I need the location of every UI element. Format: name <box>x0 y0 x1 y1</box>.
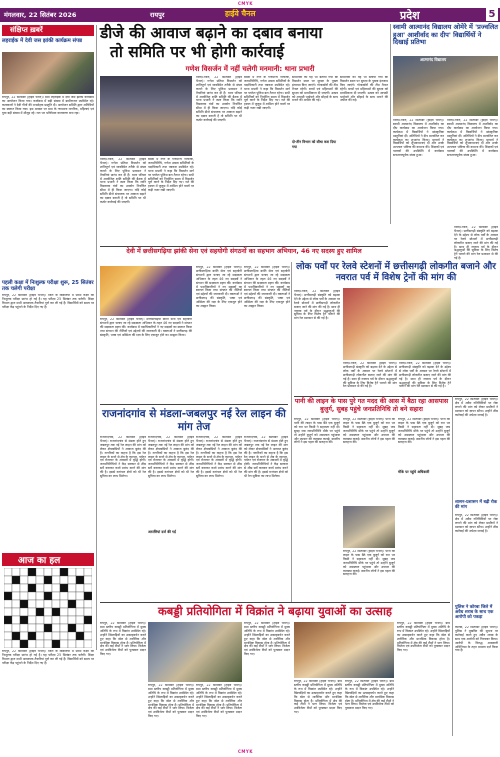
crossword-cell <box>36 584 44 592</box>
sidebar-divider <box>96 25 97 650</box>
crossword-cell <box>12 616 20 624</box>
right-lead-body-col1: तिल्दा-नेवरा, 22 सितम्बर (हाईवे चैनल)। स्वामी आत्मानंद विद्यालय में आशीर्वाद का दीप कार्यक्रम का आयोजन किया गया। कार्यक्रम में विद्यार्थियों ने सांस्कृतिक प्रस्तुतियां दीं। अतिथियों ने दीप प्रज्वलित कर कार्यक्रम का शुभारंभ किया। प्राचार्य ने विद्यार्थियों को शुभकामनाएं दीं और उनके उज्ज्वल भविष्य की कामना की। शिक्षकों एवं पालकों की उपस्थिति में कार्यक्रम सफलतापूर्वक संपन्न हुआ। <box>393 119 444 158</box>
crossword-cell <box>76 568 84 576</box>
rail-headline: राजनांदगांव से मंडला-जबलपुर नई रेल लाइन की मांग तेज <box>102 408 286 433</box>
crossword-cell <box>4 600 12 608</box>
inline-head-c: मौके पर पहुंचे अधिकारी <box>398 470 450 475</box>
inline-head-a: दो-तीन विभाग को सीधा करा दिया गया <box>292 140 336 149</box>
crossword-cell <box>68 616 76 624</box>
crossword-cell <box>52 600 60 608</box>
crossword-cell <box>76 608 84 616</box>
side-small-body: रायपुर, 22 सितम्बर (हाईवे चैनल)। क्षेत्र में अवैध गतिविधियों पर रोक लगाने की मांग को लेकर ग्रामीणों ने प्रशासन को ज्ञापन सौंपा। उन्होंने शीघ्र कार्रवाई की अपेक्षा जताई है। <box>455 514 498 533</box>
crossword-cell <box>84 600 92 608</box>
water-top-rule <box>294 396 498 397</box>
main-body-col1: तिल्दा-नेवरा, 22 सितम्बर (हाईवे चैनल)। गणेश प्रतिमा विसर्जन को शांतिपूर्ण एवं व्यवस्थित तरीके से संपन्न कराने के लिए पुलिस प्रशासन ने तैयारियां प्रारंभ कर दी हैं। थाना परिसर में आयोजित शांति समिति की बैठक में थाना प्रभारी ने स्पष्ट किया कि ध्वनि विस्तारक यंत्रों का उपयोग निर्धारित सीमा में ही किया जाएगा। यदि कोई समिति डीजे संचालक पर आवाज बढ़ाने का दबाव बनाती है तो समिति पर भी कठोर कार्रवाई की जाएगी। <box>100 158 146 204</box>
crossword-cell <box>60 624 68 632</box>
color-marks-top: CMYK <box>238 1 253 6</box>
festival-body-col1: तिल्दा-नेवरा, 22 सितम्बर (हाईवे चैनल)। छत्तीसगढ़ी संस्कृति को बढ़ावा देने के उद्देश्य से लोक पर्वों के अवसर पर रेलवे स्टेशनों में छत्तीसगढ़ी लोकगीत बजाए जाने की मांग की गई है। साथ ही नवरात्र पर्व के दौरान श्रद्धालुओं की सुविधा के लिए विशेष ट्रेनें चलाने की मांग रेल प्रशासन से की गई है। <box>294 290 340 321</box>
crossword-cell <box>60 608 68 616</box>
rail-body-col3: राजनांदगांव, 22 सितम्बर (हाईवे चैनल)। राजनांदगांव से मंडला होते हुए जबलपुर तक नई रेल लाइन की मांग को लेकर क्षेत्रवासियों ने आवाज बुलंद की है। नागरिकों का कहना है कि इस रेल लाइन के बनने से क्षेत्र के व्यापार, पर्यटन एवं रोजगार के अवसरों में वृद्धि होगी। जनप्रतिनिधियों ने केंद्र सरकार से शीघ्र सर्वे कराकर कार्य प्रारंभ करने की मांग की है। इससे वनांचल क्षेत्रों को भी रेल सुविधा का लाभ मिलेगा। <box>196 436 242 479</box>
crossword-cell <box>36 616 44 624</box>
water-body-col2: रायपुर, 22 सितम्बर (हाईवे चैनल)। पानी की लाइन के पास बैठे एक बुजुर्ग को रात भर किसी ने सहायता नहीं दी। सुबह जब जनप्रतिनिधि मौके पर पहुंचे तो उन्होंने बुजुर्ग को अस्पताल पहुंचाया और उपचार की व्यवस्था कराई। स्थानीय लोगों ने इस पहल की सराहना की। <box>343 418 395 445</box>
crossword-cell <box>12 624 20 632</box>
crossword-cell <box>60 640 68 648</box>
crossword-cell <box>28 640 36 648</box>
crossword-cell <box>76 592 84 600</box>
crossword-cell <box>20 624 28 632</box>
crossword-cell <box>36 624 44 632</box>
section-title: प्रदेश <box>400 9 420 22</box>
crossword-cell <box>20 568 28 576</box>
crossword-cell <box>20 632 28 640</box>
crossword-cell <box>28 624 36 632</box>
crossword-cell <box>68 640 76 648</box>
crossword-black-cell <box>52 608 60 616</box>
crossword-cell <box>52 616 60 624</box>
sidebar-story1-photo <box>2 52 94 94</box>
crossword-black-cell <box>4 592 12 600</box>
crossword-cell <box>20 584 28 592</box>
main-body-col3: बैठक में नगर के गणमान्य नागरिक, जनप्रतिनिधि, गणेश उत्सव समितियों के पदाधिकारी तथा पत्रकार उपस्थित रहे। थाना प्रभारी ने कहा कि विसर्जन मार्ग पर पर्याप्त पुलिस बल तैनात रहेगा। सभी समितियों को निर्धारित समय में विसर्जन पूर्ण करने के निर्देश दिए गए। नशे की हालत में जुलूस में शामिल होने वालों पर कड़ी नजर रखी जाएगी। <box>244 76 290 111</box>
crossword-cell <box>52 632 60 640</box>
festival-left-rule <box>291 262 292 602</box>
color-marks-bottom: CMYK <box>238 749 253 754</box>
crossword-cell <box>20 576 28 584</box>
festival-body-col4: तिल्दा-नेवरा, 22 सितम्बर (हाईवे चैनल)। छत्तीसगढ़ी संस्कृति को बढ़ावा देने के उद्देश्य से लोक पर्वों के अवसर पर रेलवे स्टेशनों में छत्तीसगढ़ी लोकगीत बजाए जाने की मांग की गई है। साथ ही नवरात्र पर्व के दौरान श्रद्धालुओं की सुविधा के लिए विशेष ट्रेनें चलाने की मांग रेल प्रशासन से की गई है। <box>454 226 498 261</box>
crossword-cell <box>44 608 52 616</box>
crossword-cell <box>84 624 92 632</box>
devi-body-col2: रायपुर, 22 सितम्बर (हाईवे चैनल)। छत्तीसगढ़िया क्रांति सेना एवं सहयोगी संगठनों द्वारा चलाए जा रहे सदस्यता अभियान के तहत 46 नए सदस्यों ने संगठन की सदस्यता ग्रहण की। कार्यक्रम में पदाधिकारियों ने नए सदस्यों का स्वागत किया तथा संगठन की नीतियों एवं उद्देश्यों की जानकारी दी। वक्ताओं ने छत्तीसगढ़ की संस्कृति, भाषा एवं अस्मिता की रक्षा के लिए एकजुट होने का आह्वान किया। <box>196 266 242 309</box>
devi-headline: देवी में छत्तीसगढ़िया झांकी सेना एवं सहयोगी संगठनों का सहभाग अभियान, 46 नए सदस्य हुए शामिल <box>126 248 362 255</box>
crossword-cell <box>12 568 20 576</box>
crossword-cell <box>76 640 84 648</box>
crossword-black-cell <box>4 616 12 624</box>
sidebar-story2-headline: पहली कक्षा में निःशुल्क परीक्षा शुरू, 25 सितंबर तक चलेगी परीक्षा <box>2 280 94 292</box>
crossword-cell <box>84 608 92 616</box>
rail-body-col1: राजनांदगांव, 22 सितम्बर (हाईवे चैनल)। राजनांदगांव से मंडला होते हुए जबलपुर तक नई रेल लाइन की मांग को लेकर क्षेत्रवासियों ने आवाज बुलंद की है। नागरिकों का कहना है कि इस रेल लाइन के बनने से क्षेत्र के व्यापार, पर्यटन एवं रोजगार के अवसरों में वृद्धि होगी। जनप्रतिनिधियों ने केंद्र सरकार से शीघ्र सर्वे कराकर कार्य प्रारंभ करने की मांग की है। इससे वनांचल क्षेत्रों को भी रेल सुविधा का लाभ मिलेगा। <box>100 436 146 479</box>
devi-body-col1: रायपुर, 22 सितम्बर (हाईवे चैनल)। छत्तीसगढ़िया क्रांति सेना एवं सहयोगी संगठनों द्वारा चलाए जा रहे सदस्यता अभियान के तहत 46 नए सदस्यों ने संगठन की सदस्यता ग्रहण की। कार्यक्रम में पदाधिकारियों ने नए सदस्यों का स्वागत किया तथा संगठन की नीतियों एवं उद्देश्यों की जानकारी दी। वक्ताओं ने छत्तीसगढ़ की संस्कृति, भाषा एवं अस्मिता की रक्षा के लिए एकजुट होने का आह्वान किया। <box>100 318 192 337</box>
main-body-col5: समितियों को यह भी बताया गया कि विसर्जन स्थल पर सुरक्षा के पुख्ता इंतजाम किए जाएंगे। गोताखोरों की टीम तैनात रहेगी। बच्चों एवं महिलाओं की सुरक्षा को प्राथमिकता दी जाएगी। उत्सव को आपसी भाईचारे और सौहार्द के साथ मनाने की अपील की गई। <box>340 76 388 103</box>
crossword-cell <box>52 592 60 600</box>
crossword-cell <box>44 584 52 592</box>
crossword-cell <box>84 568 92 576</box>
kabaddi-body-col3: रायपुर, 22 सितम्बर (हाईवे चैनल)। ग्राम स्तरीय कबड्डी प्रतियोगिता में मुख्य अतिथि के रूप में विक्रांत उपस्थित रहे। उन्होंने खिलाड़ियों का उत्साहवर्धन करते हुए कहा कि खेल से शारीरिक और मानसिक विकास होता है। प्रतियोगिता में क्षेत्र की कई टीमों ने भाग लिया। विजेता एवं उपविजेता टीमों को पुरस्कार प्रदान किए गए। <box>196 684 242 719</box>
rail-body-col2: राजनांदगांव, 22 सितम्बर (हाईवे चैनल)। राजनांदगांव से मंडला होते हुए जबलपुर तक नई रेल लाइन की मांग को लेकर क्षेत्रवासियों ने आवाज बुलंद की है। नागरिकों का कहना है कि इस रेल लाइन के बनने से क्षेत्र के व्यापार, पर्यटन एवं रोजगार के अवसरों में वृद्धि होगी। जनप्रतिनिधियों ने केंद्र सरकार से शीघ्र सर्वे कराकर कार्य प्रारंभ करने की मांग की है। इससे वनांचल क्षेत्रों को भी रेल सुविधा का लाभ मिलेगा। <box>148 436 194 479</box>
crossword-black-cell <box>44 624 52 632</box>
crossword-black-cell <box>28 584 36 592</box>
date-line: मंगलवार, 22 सितंबर 2026 <box>4 11 77 19</box>
crossword-cell <box>84 640 92 648</box>
crossword-cell <box>4 624 12 632</box>
crossword-cell <box>60 600 68 608</box>
crossword-black-cell <box>76 576 84 584</box>
crossword-cell <box>76 584 84 592</box>
crossword-cell <box>44 616 52 624</box>
paper-name: हाईवे चैनल <box>225 9 256 18</box>
crossword-cell <box>60 616 68 624</box>
crossword-cell <box>52 624 60 632</box>
water-body-col4: रायपुर, 22 सितम्बर (हाईवे चैनल)। पानी की लाइन के पास बैठे एक बुजुर्ग को रात भर किसी ने सहायता नहीं दी। सुबह जब जनप्रतिनिधि मौके पर पहुंचे तो उन्होंने बुजुर्ग को अस्पताल पहुंचाया और उपचार की व्यवस्था कराई। स्थानीय लोगों ने इस पहल की सराहना की। <box>398 418 450 445</box>
crossword-cell <box>76 616 84 624</box>
main-body-col2: तिल्दा-नेवरा, 22 सितम्बर (हाईवे चैनल)। गणेश प्रतिमा विसर्जन को शांतिपूर्ण एवं व्यवस्थित तरीके से संपन्न कराने के लिए पुलिस प्रशासन ने तैयारियां प्रारंभ कर दी हैं। थाना परिसर में आयोजित शांति समिति की बैठक में थाना प्रभारी ने स्पष्ट किया कि ध्वनि विस्तारक यंत्रों का उपयोग निर्धारित सीमा में ही किया जाएगा। यदि कोई समिति डीजे संचालक पर आवाज बढ़ाने का दबाव बनाती है तो समिति पर भी कठोर कार्रवाई की जाएगी। <box>196 76 242 122</box>
water-photo <box>343 506 395 548</box>
crossword-cell <box>68 576 76 584</box>
crossword-cell <box>28 608 36 616</box>
crossword-black-cell <box>44 592 52 600</box>
crossword-title: आज का हल <box>18 556 61 566</box>
crossword-cell <box>12 600 20 608</box>
crossword-black-cell <box>60 584 68 592</box>
sidebar-story1-body: रायपुर, 22 सितम्बर (हाईवे चैनल)। ग्राम लहराईक में देवी जस झांकी कार्यक्रम का आयोजन किया गया। कार्यक्रम में बड़ी संख्या में ग्रामीणजन उपस्थित रहे। कलाकारों ने देवी गीतों की मनमोहक प्रस्तुति दी। आयोजन समिति द्वारा अतिथियों का स्वागत किया गया। इस अवसर पर ग्राम के गणमान्य नागरिक, महिलाएं एवं युवा बड़ी संख्या में मौजूद रहे। रात भर भक्तिमय वातावरण बना रहा। <box>2 96 94 115</box>
sidebar-bottom-text: रायपुर, 22 सितम्बर (हाईवे चैनल)। जिले के विद्यालयों में प्रथम कक्षा की निःशुल्क परीक्षा प्रारंभ हो गई है। यह परीक्षा 25 सितंबर तक चलेगी। शिक्षा विभाग द्वारा सभी आवश्यक तैयारियां पूर्ण कर ली गई हैं। विद्यार्थियों को समय पर परीक्षा केंद्र पहुंचने के निर्देश दिए गए हैं। <box>2 650 94 665</box>
crossword-black-cell <box>68 600 76 608</box>
crossword-black-cell <box>76 632 84 640</box>
water-body-col3: रायपुर, 22 सितम्बर (हाईवे चैनल)। पानी की लाइन के पास बैठे एक बुजुर्ग को रात भर किसी ने सहायता नहीं दी। सुबह जब जनप्रतिनिधि मौके पर पहुंचे तो उन्होंने बुजुर्ग को अस्पताल पहुंचाया और उपचार की व्यवस्था कराई। स्थानीय लोगों ने इस पहल की सराहना की। <box>343 550 395 577</box>
crossword-black-cell <box>28 632 36 640</box>
kabaddi-body-col6: रायपुर, 22 सितम्बर (हाईवे चैनल)। ग्राम स्तरीय कबड्डी प्रतियोगिता में मुख्य अतिथि के रूप में विक्रांत उपस्थित रहे। उन्होंने खिलाड़ियों का उत्साहवर्धन करते हुए कहा कि खेल से शारीरिक और मानसिक विकास होता है। प्रतियोगिता में क्षेत्र की कई टीमों ने भाग लिया। विजेता एवं उपविजेता टीमों को पुरस्कार प्रदान किए गए। <box>345 680 394 711</box>
page-number: 5 <box>486 8 498 21</box>
crossword-cell <box>60 632 68 640</box>
crossword-cell <box>76 600 84 608</box>
devi-body-col3: रायपुर, 22 सितम्बर (हाईवे चैनल)। छत्तीसगढ़िया क्रांति सेना एवं सहयोगी संगठनों द्वारा चलाए जा रहे सदस्यता अभियान के तहत 46 नए सदस्यों ने संगठन की सदस्यता ग्रहण की। कार्यक्रम में पदाधिकारियों ने नए सदस्यों का स्वागत किया तथा संगठन की नीतियों एवं उद्देश्यों की जानकारी दी। वक्ताओं ने छत्तीसगढ़ की संस्कृति, भाषा एवं अस्मिता की रक्षा के लिए एकजुट होने का आह्वान किया। <box>244 266 290 309</box>
right-lead-photo-caption: आत्मानंद विद्यालय <box>420 57 447 62</box>
crossword-cell <box>4 568 12 576</box>
main-subhead: गणेश विसर्जन में नहीं चलेगी मनमानी: थाना प्रभारी <box>185 65 315 73</box>
right-lead-headline: स्वामी आत्मानंद विद्यालय ओमेरे में 'प्रज्वलित हुआ' आशीर्वाद का दीप' विद्यार्थियों ने दिखाई प्रतिभा <box>393 23 498 47</box>
crossword-black-cell <box>12 632 20 640</box>
crossword-cell <box>36 632 44 640</box>
crossword-black-cell <box>28 568 36 576</box>
devi-photo <box>100 266 192 316</box>
crossword-cell <box>60 592 68 600</box>
sidebar-story2-body: रायपुर, 22 सितम्बर (हाईवे चैनल)। जिले के विद्यालयों में प्रथम कक्षा की निःशुल्क परीक्षा प्रारंभ हो गई है। यह परीक्षा 25 सितंबर तक चलेगी। शिक्षा विभाग द्वारा सभी आवश्यक तैयारियां पूर्ण कर ली गई हैं। विद्यार्थियों को समय पर परीक्षा केंद्र पहुंचने के निर्देश दिए गए हैं। <box>2 294 94 309</box>
side-small-headline: शासन-प्रशासन में बढ़ी रोक की मांग <box>455 500 498 511</box>
crossword-cell <box>12 608 20 616</box>
kabaddi-top-rule <box>100 602 450 603</box>
crossword-cell <box>84 576 92 584</box>
side-small-rule <box>452 396 453 736</box>
crossword-cell <box>4 584 12 592</box>
crossword-cell <box>12 592 20 600</box>
crossword-black-cell <box>20 600 28 608</box>
crossword-cell <box>4 608 12 616</box>
crossword-cell <box>44 640 52 648</box>
kabaddi-body-col5: रायपुर, 22 सितम्बर (हाईवे चैनल)। ग्राम स्तरीय कबड्डी प्रतियोगिता में मुख्य अतिथि के रूप में विक्रांत उपस्थित रहे। उन्होंने खिलाड़ियों का उत्साहवर्धन करते हुए कहा कि खेल से शारीरिक और मानसिक विकास होता है। प्रतियोगिता में क्षेत्र की कई टीमों ने भाग लिया। विजेता एवं उपविजेता टीमों को पुरस्कार प्रदान किए गए। <box>294 680 342 715</box>
crossword-cell <box>12 640 20 648</box>
devi-top-rule <box>100 246 388 247</box>
crossword-cell <box>44 632 52 640</box>
brief-box-title: संक्षिप्त ख़बरें <box>10 26 43 34</box>
inline-head-b: आपत्तियां दर्ज की गई <box>148 530 194 535</box>
crossword-black-cell <box>84 592 92 600</box>
crossword-cell <box>84 584 92 592</box>
crossword-black-cell <box>68 624 76 632</box>
crossword-cell <box>52 568 60 576</box>
kabaddi-body-col1: रायपुर, 22 सितम्बर (हाईवे चैनल)। ग्राम स्तरीय कबड्डी प्रतियोगिता में मुख्य अतिथि के रूप में विक्रांत उपस्थित रहे। उन्होंने खिलाड़ियों का उत्साहवर्धन करते हुए कहा कि खेल से शारीरिक और मानसिक विकास होता है। प्रतियोगिता में क्षेत्र की कई टीमों ने भाग लिया। विजेता एवं उपविजेता टीमों को पुरस्कार प्रदान किए गए। <box>100 622 146 657</box>
crossword-cell <box>44 600 52 608</box>
crossword-cell <box>28 576 36 584</box>
crossword-cell <box>28 600 36 608</box>
crossword-cell <box>52 576 60 584</box>
crossword-cell <box>68 608 76 616</box>
rail-body-col4: राजनांदगांव, 22 सितम्बर (हाईवे चैनल)। राजनांदगांव से मंडला होते हुए जबलपुर तक नई रेल लाइन की मांग को लेकर क्षेत्रवासियों ने आवाज बुलंद की है। नागरिकों का कहना है कि इस रेल लाइन के बनने से क्षेत्र के व्यापार, पर्यटन एवं रोजगार के अवसरों में वृद्धि होगी। जनप्रतिनिधियों ने केंद्र सरकार से शीघ्र सर्वे कराकर कार्य प्रारंभ करने की मांग की है। इससे वनांचल क्षेत्रों को भी रेल सुविधा का लाभ मिलेगा। <box>244 436 288 479</box>
crossword-cell <box>36 568 44 576</box>
crossword-cell <box>36 640 44 648</box>
crossword-black-cell <box>84 616 92 624</box>
crossword-cell <box>84 632 92 640</box>
festival-body-col3: तिल्दा-नेवरा, 22 सितम्बर (हाईवे चैनल)। छत्तीसगढ़ी संस्कृति को बढ़ावा देने के उद्देश्य से लोक पर्वों के अवसर पर रेलवे स्टेशनों में छत्तीसगढ़ी लोकगीत बजाए जाने की मांग की गई है। साथ ही नवरात्र पर्व के दौरान श्रद्धालुओं की सुविधा के लिए विशेष ट्रेनें चलाने की मांग रेल प्रशासन से की गई है। <box>399 362 451 389</box>
kabaddi-body-col7: रायपुर, 22 सितम्बर (हाईवे चैनल)। ग्राम स्तरीय कबड्डी प्रतियोगिता में मुख्य अतिथि के रूप में विक्रांत उपस्थित रहे। उन्होंने खिलाड़ियों का उत्साहवर्धन करते हुए कहा कि खेल से शारीरिक और मानसिक विकास होता है। प्रतियोगिता में क्षेत्र की कई टीमों ने भाग लिया। विजेता एवं उपविजेता टीमों को पुरस्कार प्रदान किए गए। <box>397 622 450 653</box>
crossword-cell <box>68 568 76 576</box>
water-headline: पानी की लाइन के पास पुरे गत मदद की आस में बैठा रहा आसपास बुजुर्ग, सुबह पहुंचे जनप्रतिनिधि तो बने सहारा <box>294 398 449 413</box>
festival-body-col2: तिल्दा-नेवरा, 22 सितम्बर (हाईवे चैनल)। छत्तीसगढ़ी संस्कृति को बढ़ावा देने के उद्देश्य से लोक पर्वों के अवसर पर रेलवे स्टेशनों में छत्तीसगढ़ी लोकगीत बजाए जाने की मांग की गई है। साथ ही नवरात्र पर्व के दौरान श्रद्धालुओं की सुविधा के लिए विशेष ट्रेनें चलाने की मांग रेल प्रशासन से की गई है। <box>343 362 397 389</box>
kabaddi-body-col4: रायपुर, 22 सितम्बर (हाईवे चैनल)। ग्राम स्तरीय कबड्डी प्रतियोगिता में मुख्य अतिथि के रूप में विक्रांत उपस्थित रहे। उन्होंने खिलाड़ियों का उत्साहवर्धन करते हुए कहा कि खेल से शारीरिक और मानसिक विकास होता है। प्रतियोगिता में क्षेत्र की कई टीमों ने भाग लिया। विजेता एवं उपविजेता टीमों को पुरस्कार प्रदान किए गए। <box>244 622 290 657</box>
main-story-photo <box>100 76 192 156</box>
festival-photo <box>343 288 451 360</box>
crossword-cell <box>20 608 28 616</box>
kabaddi-body-col2: रायपुर, 22 सितम्बर (हाईवे चैनल)। ग्राम स्तरीय कबड्डी प्रतियोगिता में मुख्य अतिथि के रूप में विक्रांत उपस्थित रहे। उन्होंने खिलाड़ियों का उत्साहवर्धन करते हुए कहा कि खेल से शारीरिक और मानसिक विकास होता है। प्रतियोगिता में क्षेत्र की कई टीमों ने भाग लिया। विजेता एवं उपविजेता टीमों को पुरस्कार प्रदान किए गए। <box>148 684 194 719</box>
crossword-cell <box>36 600 44 608</box>
kabaddi-photo-1 <box>148 622 242 682</box>
crossword-black-cell <box>20 640 28 648</box>
crossword-black-cell <box>60 568 68 576</box>
crossword-cell <box>60 576 68 584</box>
water-body-col1: रायपुर, 22 सितम्बर (हाईवे चैनल)। पानी की लाइन के पास बैठे एक बुजुर्ग को रात भर किसी ने सहायता नहीं दी। सुबह जब जनप्रतिनिधि मौके पर पहुंचे तो उन्होंने बुजुर्ग को अस्पताल पहुंचाया और उपचार की व्यवस्था कराई। स्थानीय लोगों ने इस पहल की सराहना की। <box>294 418 340 445</box>
crossword-black-cell <box>20 616 28 624</box>
crossword-cell <box>76 624 84 632</box>
rail-top-rule <box>100 404 288 405</box>
side-small-headline2: पुलिस ने कोरबा जिले में अवैध शराब के साथ एक आरोपी को पकड़ा <box>455 605 494 621</box>
crossword-cell <box>52 584 60 592</box>
side-small-body-top: रायपुर, 22 सितम्बर (हाईवे चैनल)। क्षेत्र में अवैध गतिविधियों पर रोक लगाने की मांग को लेकर ग्रामीणों ने प्रशासन को ज्ञापन सौंपा। उन्होंने शीघ्र कार्रवाई की अपेक्षा जताई है। <box>455 398 498 417</box>
crossword-cell <box>68 632 76 640</box>
festival-headline: लोक पर्वों पर रेलवे स्टेशनों में छत्तीसगढ़ी लोकगीत बजाने और नवरात पर्व में विशेष ट्रेनों की मांग की <box>296 262 496 283</box>
main-headline-line1: डीजे की आवाज बढ़ाने का दबाव बनाया <box>100 24 323 42</box>
crossword-cell <box>36 592 44 600</box>
kabaddi-headline: कबड्डी प्रतियोगिता में विक्रांत ने बढ़ाया युवाओं का उत्साह <box>157 604 393 618</box>
crossword-cell <box>20 592 28 600</box>
crossword-cell <box>28 616 36 624</box>
city-name: रायपुर <box>150 11 165 19</box>
crossword-cell <box>28 592 36 600</box>
sidebar-story1-headline: लहराईक में देवी जस झांकी कार्यक्रम संपन्न <box>2 38 82 44</box>
crossword-black-cell <box>12 576 20 584</box>
right-lead-photo <box>393 56 498 116</box>
kabaddi-photo-2 <box>294 622 394 678</box>
right-column-divider <box>390 24 391 224</box>
crossword-cell <box>44 568 52 576</box>
main-body-col1b: बैठक में नगर के गणमान्य नागरिक, जनप्रतिनिधि, गणेश उत्सव समितियों के पदाधिकारी तथा पत्रकार उपस्थित रहे। थाना प्रभारी ने कहा कि विसर्जन मार्ग पर पर्याप्त पुलिस बल तैनात रहेगा। सभी समितियों को निर्धारित समय में विसर्जन पूर्ण करने के निर्देश दिए गए। नशे की हालत में जुलूस में शामिल होने वालों पर कड़ी नजर रखी जाएगी। <box>148 158 194 193</box>
main-headline-line2: तो समिति पर भी होगी कार्रवाई <box>110 43 284 61</box>
crossword-cell <box>68 584 76 592</box>
crossword-cell <box>4 640 12 648</box>
crossword-cell <box>68 592 76 600</box>
crossword-black-cell <box>36 608 44 616</box>
crossword-black-cell <box>52 640 60 648</box>
crossword-black-cell <box>44 576 52 584</box>
main-body-col4: समितियों को यह भी बताया गया कि विसर्जन स्थल पर सुरक्षा के पुख्ता इंतजाम किए जाएंगे। गोताखोरों की टीम तैनात रहेगी। बच्चों एवं महिलाओं की सुरक्षा को प्राथमिकता दी जाएगी। उत्सव को आपसी भाईचारे और सौहार्द के साथ मनाने की अपील की गई। <box>292 76 338 103</box>
crossword-cell <box>36 576 44 584</box>
crossword-cell <box>4 632 12 640</box>
side-small-body2: कोरबा, 22 सितम्बर (हाईवे चैनल)। पुलिस ने मुखबिर की सूचना पर कार्रवाई करते हुए अवैध शराब के साथ एक आरोपी को गिरफ्तार किया। आरोपी के विरुद्ध आबकारी अधिनियम के तहत मामला दर्ज किया गया है। <box>455 626 498 653</box>
right-lead-body-col2: तिल्दा-नेवरा, 22 सितम्बर (हाईवे चैनल)। स्वामी आत्मानंद विद्यालय में आशीर्वाद का दीप कार्यक्रम का आयोजन किया गया। कार्यक्रम में विद्यार्थियों ने सांस्कृतिक प्रस्तुतियां दीं। अतिथियों ने दीप प्रज्वलित कर कार्यक्रम का शुभारंभ किया। प्राचार्य ने विद्यार्थियों को शुभकामनाएं दीं और उनके उज्ज्वल भविष्य की कामना की। शिक्षकों एवं पालकों की उपस्थिति में कार्यक्रम सफलतापूर्वक संपन्न हुआ। <box>447 119 498 158</box>
crossword-grid <box>4 568 92 648</box>
crossword-cell <box>12 584 20 592</box>
crossword-cell <box>4 576 12 584</box>
